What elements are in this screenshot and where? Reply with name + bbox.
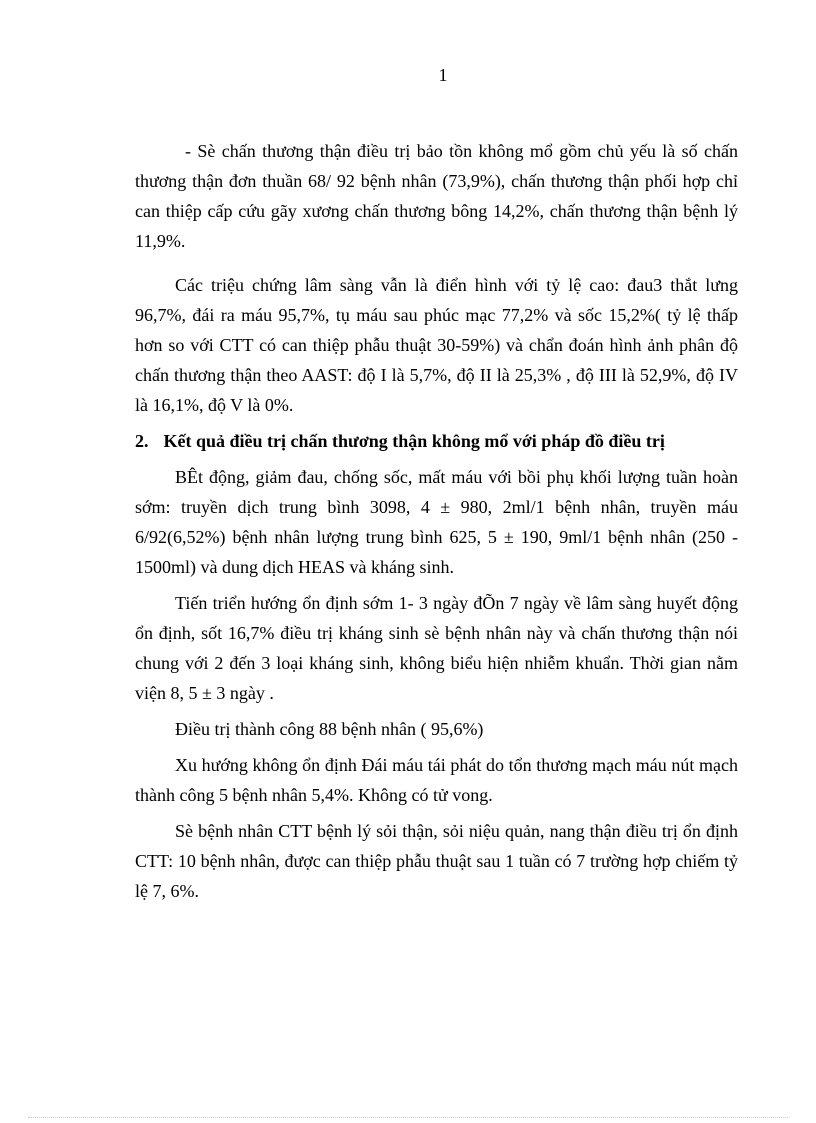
paragraph-conservative-treatment: - Sè chấn thương thận điều trị bảo tồn không mổ gồm chủ yếu là số chấn thương thận đơn thuần 68/ 92 bệnh nhân (73,9%), chấn thương thận phối hợp chỉ can thiệp cấp cứu gãy xương chấn thương bông 14,2%, chấn thương thận bệnh lý 11,9%. xyxy=(135,141,738,251)
paragraph-unstable-trend: Xu hướng không ổn định Đái máu tái phát do tổn thương mạch máu nút mạch thành công 5 bệnh nhân 5,4%. Không có tử vong. xyxy=(135,755,738,805)
page-number: 1 xyxy=(438,65,448,85)
paragraph-progression: Tiến triển hướng ổn định sớm 1- 3 ngày đÕn 7 ngày về lâm sàng huyết động ổn định, sốt 16,7% điều trị kháng sinh sè bệnh nhân này và chấn thương thận nói chung với 2 đến 3 loại kháng sinh, không biểu hiện nhiễm khuẩn. Thời gian nằm viện 8, 5 ± 3 ngày . xyxy=(135,593,738,703)
section-number: 2. xyxy=(135,431,149,451)
section-title: Kết quả điều trị chấn thương thận không mổ với pháp đồ điều trị xyxy=(163,431,665,451)
paragraph-clinical-symptoms: Các triệu chứng lâm sàng vẫn là điển hình với tỷ lệ cao: đau3 thắt lưng 96,7%, đái ra máu 95,7%, tụ máu sau phúc mạc 77,2% và sốc 15,2%( tỷ lệ thấp hơn so với CTT có can thiệp phẫu thuật 30-59%) và chẩn đoán hình ảnh phân độ chấn thương thận theo AAST: độ I là 5,7%, độ II là 25,3% , độ III là 52,9%, độ IV là 16,1%, độ V là 0%. xyxy=(135,275,738,415)
section-heading xyxy=(135,426,738,456)
document-body xyxy=(135,136,738,906)
page-bottom-rule xyxy=(28,1117,788,1118)
paragraph-pathological-cases: Sè bệnh nhân CTT bệnh lý sỏi thận, sỏi niệu quản, nang thận điều trị ổn định CTT: 10 bệnh nhân, được can thiệp phẫu thuật sau 1 tuần có 7 trường hợp chiếm tỷ lệ 7, 6%. xyxy=(135,821,738,901)
paragraph-resuscitation: BÊt động, giảm đau, chống sốc, mất máu với bồi phụ khối lượng tuần hoàn sớm: truyền dịch trung bình 3098, 4 ± 980, 2ml/1 bệnh nhân, truyền máu 6/92(6,52%) bệnh nhân lượng trung bình 625, 5 ± 190, 9ml/1 bệnh nhân (250 - 1500ml) và dung dịch HEAS và kháng sinh. xyxy=(135,467,738,577)
paragraph-success-rate: Điều trị thành công 88 bệnh nhân ( 95,6%) xyxy=(175,719,484,739)
